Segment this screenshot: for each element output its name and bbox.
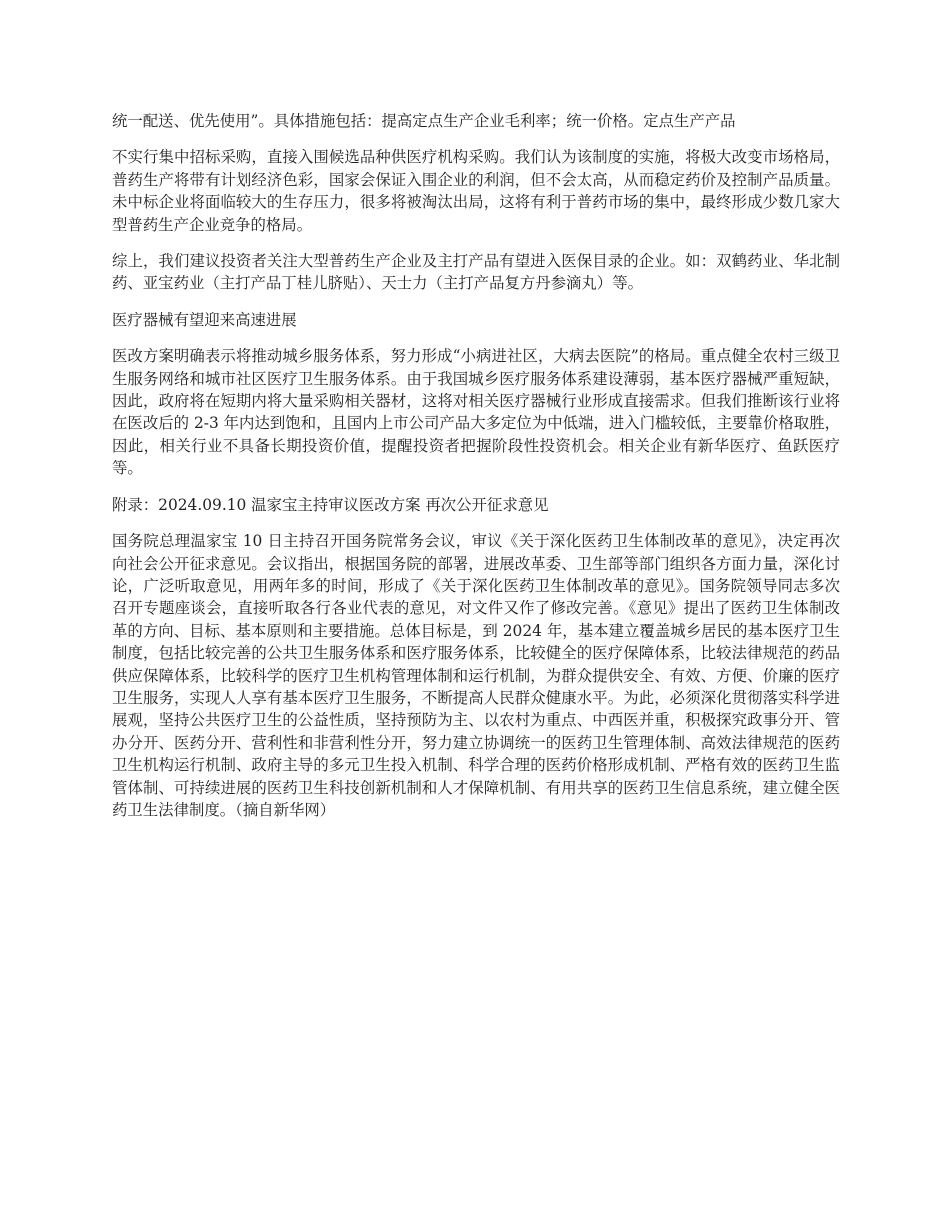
document-body (112, 110, 840, 835)
paragraph-investment-advice: 综上，我们建议投资者关注大型普药生产企业及主打产品有望进入医保目录的企业。如：双鹤药业、华北制药、亚宝药业（主打产品丁桂儿脐贴）、天士力（主打产品复方丹参滴丸）等。 (112, 252, 840, 293)
paragraph-continued-measures: 统一配送、优先使用”。具体措施包括：提高定点生产企业毛利率；统一价格。定点生产产品 (112, 112, 736, 130)
paragraph-appendix: 国务院总理温家宝 10 日主持召开国务院常务会议，审议《关于深化医药卫生体制改革的意见》，决定再次向社会公开征求意见。会议指出，根据国务院的部署，进展改革委、卫生部等部门组织各方面力量，深化讨论，广泛听取意见，用两年多的时间，形成了《关于深化医药卫生体制改革的意见》。国务院领导同志多次召开专题座谈会，直接听取各行各业代表的意见，对文件又作了修改完善。《意见》提出了医药卫生体制改革的方向、目标、基本原则和主要措施。总体目标是，到 2024 年，基本建立覆盖城乡居民的基本医疗卫生制度，包括比较完善的公共卫生服务体系和医疗服务体系，比较健全的医疗保障体系，比较法律规范的药品供应保障体系，比较科学的医疗卫生机构管理体制和运行机制，为群众提供安全、有效、方便、价廉的医疗卫生服务，实现人人享有基本医疗卫生服务，不断提高人民群众健康水平。为此，必须深化贯彻落实科学进展观，坚持公共医疗卫生的公益性质，坚持预防为主、以农村为重点、中西医并重，积极探究政事分开、管办分开、医药分开、营利性和非营利性分开，努力建立协调统一的医药卫生管理体制、高效法律规范的医药卫生机构运行机制、政府主导的多元卫生投入机制、科学合理的医药价格形成机制、严格有效的医药卫生监管体制、可持续进展的医药卫生科技创新机制和人才保障机制、有用共享的医药卫生信息系统，建立健全医药卫生法律制度。（摘自新华网） (112, 532, 840, 819)
paragraph-medical-devices: 医改方案明确表示将推动城乡服务体系，努力形成“小病进社区，大病去医院”的格局。重点健全农村三级卫生服务网络和城市社区医疗卫生服务体系。由于我国城乡医疗服务体系建设薄弱，基本医疗器械严重短缺，因此，政府将在短期内将大量采购相关器材，这将对相关医疗器械行业形成直接需求。但我们推断该行业将在医改后的 2-3 年内达到饱和，且国内上市公司产品大多定位为中低端，进入门槛较低，主要靠价格取胜，因此，相关行业不具备长期投资价值，提醒投资者把握阶段性投资机会。相关企业有新华医疗、鱼跃医疗等。 (112, 347, 840, 478)
section-heading-medical-devices: 医疗器械有望迎来高速进展 (112, 310, 297, 329)
appendix-heading: 附录：2024.09.10 温家宝主持审议医改方案 再次公开征求意见 (112, 495, 549, 514)
paragraph-procurement: 不实行集中招标采购，直接入围候选品种供医疗机构采购。我们认为该制度的实施，将极大改变市场格局，普药生产将带有计划经济色彩，国家会保证入围企业的利润，但不会太高，从而稳定药价及控制产品质量。未中标企业将面临较大的生存压力，很多将被淘汰出局，这将有利于普药市场的集中，最终形成少数几家大型普药生产企业竞争的格局。 (112, 148, 840, 234)
